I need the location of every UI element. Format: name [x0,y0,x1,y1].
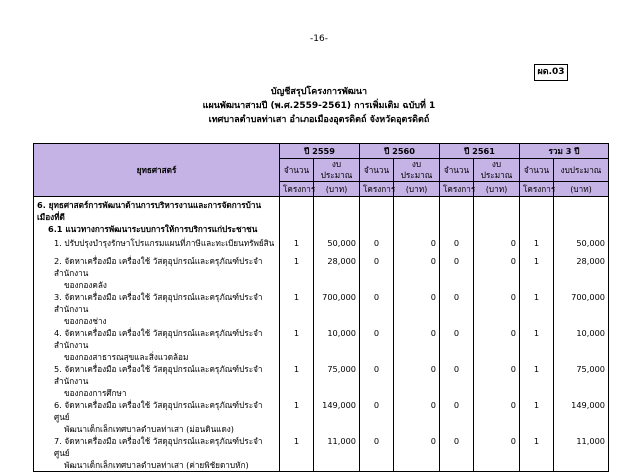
project-count-cell: 1 [280,363,314,399]
project-name-line: 7. จัดหาเครื่องมือ เครื่องใช้ วัสดุอุปกรณ์และครุภัณฑ์ประจำศูนย์ [54,436,263,458]
project-name-line: 1. ปรับปรุงบำรุงรักษาโปรแกรมแผนที่ภาษีและทะเบียนทรัพย์สิน [54,238,275,248]
count-header: จำนวน [280,159,314,182]
budget-cell: 28,000 [554,255,609,291]
project-count-cell: 1 [520,237,554,255]
project-count-cell: 1 [280,291,314,327]
project-count-cell: 0 [440,237,474,255]
project-count-cell: 0 [360,327,394,363]
budget-header: งบประมาณ [554,159,609,182]
project-name-continuation: พัฒนาเด็กเล็กเทศบาลตำบลท่าเสา (ม่อนดินแดง) [64,424,234,434]
strategy-header: ยุทธศาสตร์ [34,144,280,197]
year-header-2559: ปี 2559 [280,144,360,159]
project-count-cell: 1 [280,255,314,291]
budget-cell: 0 [394,291,440,327]
project-count-cell: 0 [440,327,474,363]
project-row [34,327,609,363]
project-count-cell: 0 [440,363,474,399]
budget-cell: 149,000 [314,399,360,435]
project-count-cell: 0 [360,435,394,472]
budget-cell: 0 [394,399,440,435]
project-name [34,363,280,399]
project-name-line: 3. จัดหาเครื่องมือ เครื่องใช้ วัสดุอุปกรณ์และครุภัณฑ์ประจำสำนักงาน [54,292,263,314]
header-row-years [34,144,609,159]
count-header: จำนวน [520,159,554,182]
budget-cell: 50,000 [554,237,609,255]
budget-cell: 149,000 [554,399,609,435]
project-row [34,291,609,327]
subcategory-row [34,223,609,237]
project-summary-table [33,143,609,472]
project-row [34,255,609,291]
project-name [34,255,280,291]
count-unit-header: โครงการ [440,182,474,197]
project-name-continuation: ของกองสาธารณสุขและสิ่งแวดล้อม [64,352,189,362]
budget-cell: 50,000 [314,237,360,255]
title-line-3: เทศบาลตำบลท่าเสา อำเภอเมืองอุตรดิตถ์ จังหวัดอุตรดิตถ์ [208,115,430,125]
count-unit-header: โครงการ [360,182,394,197]
count-unit-header: โครงการ [520,182,554,197]
project-name [34,327,280,363]
budget-cell: 0 [394,327,440,363]
project-count-cell: 0 [440,291,474,327]
project-count-cell: 0 [360,363,394,399]
project-count-cell: 1 [520,435,554,472]
budget-cell: 700,000 [554,291,609,327]
project-name [34,399,280,435]
project-count-cell: 0 [360,255,394,291]
count-header: จำนวน [360,159,394,182]
budget-unit-header: (บาท) [394,182,440,197]
document-code-box: ผด.03 [534,64,568,81]
project-name-line: 4. จัดหาเครื่องมือ เครื่องใช้ วัสดุอุปกรณ์และครุภัณฑ์ประจำสำนักงาน [54,328,263,350]
project-count-cell: 1 [280,237,314,255]
budget-cell: 75,000 [314,363,360,399]
budget-header: งบประมาณ [474,159,520,182]
budget-cell: 0 [394,237,440,255]
project-row [34,237,609,255]
budget-header: งบประมาณ [394,159,440,182]
project-count-cell: 0 [360,237,394,255]
budget-cell: 0 [394,435,440,472]
budget-cell: 28,000 [314,255,360,291]
year-header-2561: ปี 2561 [440,144,520,159]
budget-cell: 0 [394,255,440,291]
budget-cell: 700,000 [314,291,360,327]
project-count-cell: 1 [520,363,554,399]
category-label: 6. ยุทธศาสตร์การพัฒนาด้านการบริหารงานและการจัดการบ้านเมืองที่ดี [34,197,280,224]
project-count-cell: 0 [360,291,394,327]
year-header-total: รวม 3 ปี [520,144,609,159]
title-line-2: แผนพัฒนาสามปี (พ.ศ.2559-2561) การเพิ่มเติม ฉบับที่ 1 [202,101,436,111]
project-name [34,237,280,255]
project-count-cell: 0 [440,255,474,291]
project-count-cell: 1 [280,435,314,472]
budget-cell: 11,000 [554,435,609,472]
budget-unit-header: (บาท) [554,182,609,197]
project-count-cell: 1 [520,327,554,363]
project-count-cell: 1 [520,255,554,291]
project-count-cell: 1 [280,327,314,363]
project-name-continuation: พัฒนาเด็กเล็กเทศบาลตำบลท่าเสา (ค่ายพิชัยดาบหัก) [64,460,249,470]
project-name-continuation: ของกองช่าง [64,316,107,326]
budget-cell: 0 [474,399,520,435]
document-titles [0,85,638,127]
project-name [34,435,280,472]
project-count-cell: 0 [360,399,394,435]
count-unit-header: โครงการ [280,182,314,197]
budget-cell: 10,000 [554,327,609,363]
budget-cell: 0 [474,327,520,363]
year-header-2560: ปี 2560 [360,144,440,159]
project-row [34,435,609,472]
project-name-continuation: ของกองคลัง [64,280,107,290]
project-count-cell: 1 [520,399,554,435]
project-name-line: 2. จัดหาเครื่องมือ เครื่องใช้ วัสดุอุปกรณ์และครุภัณฑ์ประจำสำนักงาน [54,256,263,278]
project-count-cell: 0 [440,435,474,472]
project-name-continuation: ของกองการศึกษา [64,388,127,398]
budget-unit-header: (บาท) [314,182,360,197]
subcategory-label: 6.1 แนวทางการพัฒนาระบบการให้การบริการแก่ประชาชน [34,223,280,237]
budget-cell: 0 [394,363,440,399]
budget-unit-header: (บาท) [474,182,520,197]
project-row [34,399,609,435]
project-name-line: 5. จัดหาเครื่องมือ เครื่องใช้ วัสดุอุปกรณ์และครุภัณฑ์ประจำสำนักงาน [54,364,263,386]
project-name [34,291,280,327]
budget-cell: 75,000 [554,363,609,399]
budget-cell: 0 [474,255,520,291]
budget-cell: 0 [474,435,520,472]
budget-cell: 10,000 [314,327,360,363]
count-header: จำนวน [440,159,474,182]
budget-cell: 11,000 [314,435,360,472]
page-number: -16- [310,34,328,44]
project-row [34,363,609,399]
project-name-line: 6. จัดหาเครื่องมือ เครื่องใช้ วัสดุอุปกรณ์และครุภัณฑ์ประจำศูนย์ [54,400,263,422]
project-count-cell: 1 [520,291,554,327]
project-count-cell: 0 [440,399,474,435]
budget-cell: 0 [474,363,520,399]
budget-header: งบประมาณ [314,159,360,182]
title-line-1: บัญชีสรุปโครงการพัฒนา [270,87,368,97]
category-row [34,197,609,224]
budget-cell: 0 [474,291,520,327]
budget-cell: 0 [474,237,520,255]
project-count-cell: 1 [280,399,314,435]
